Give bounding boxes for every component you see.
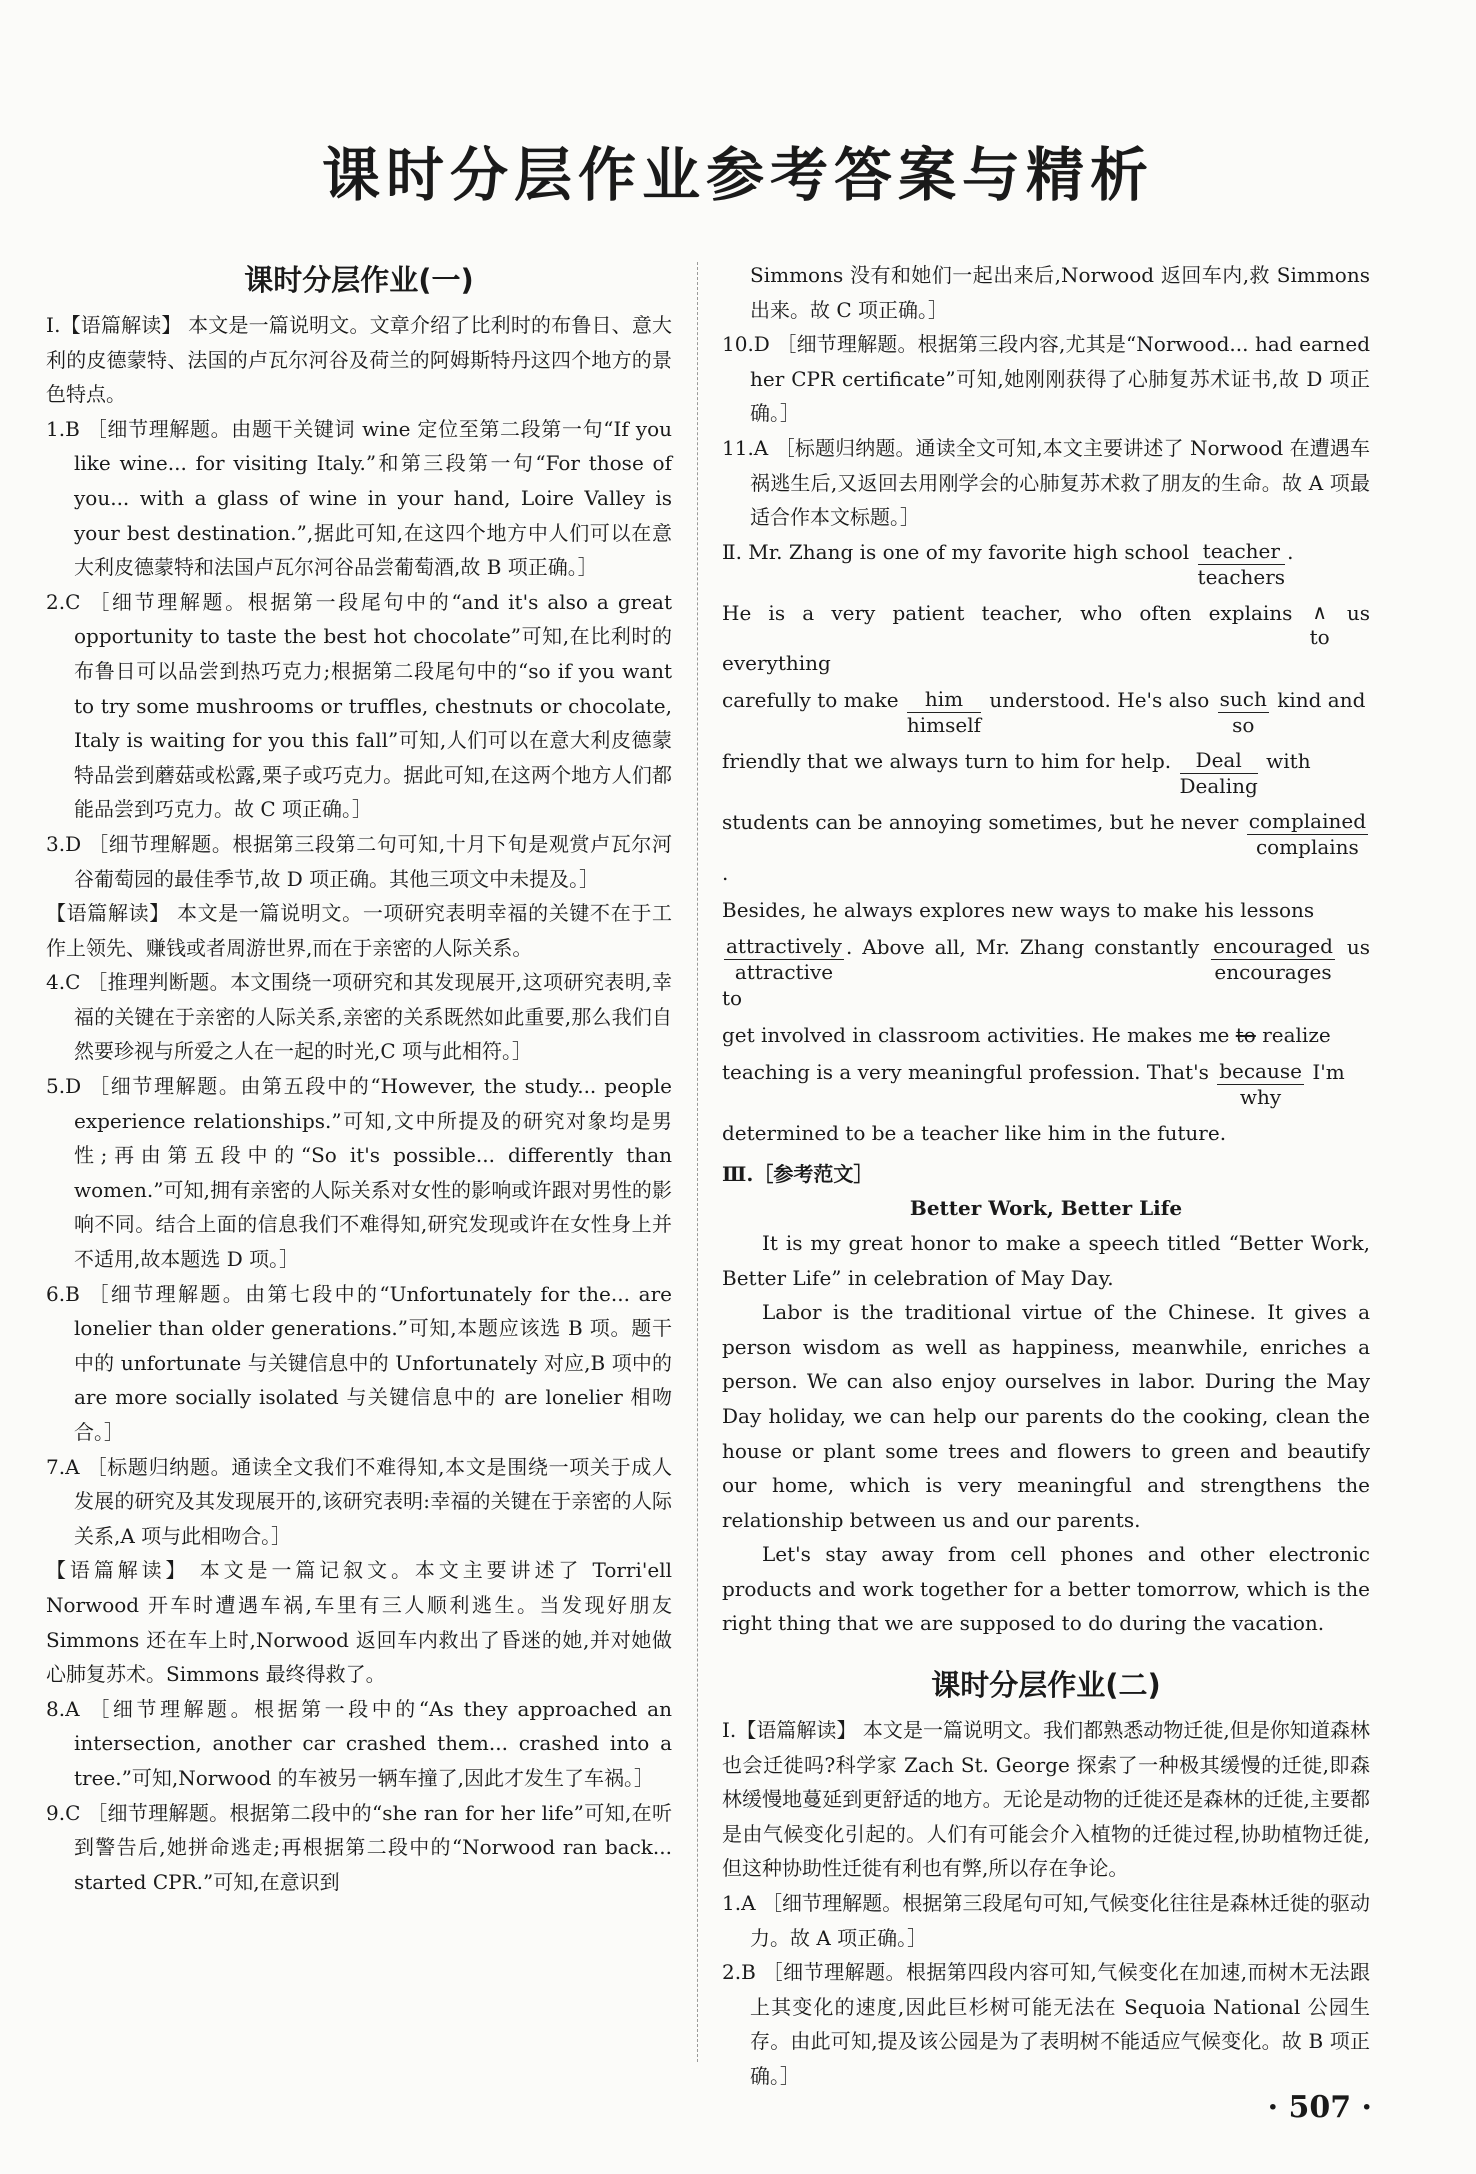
reading-summary-2: 【语篇解读】 本文是一篇说明文。一项研究表明幸福的关键不在于工作上领先、赚钱或者周游世界,而在于亲密的人际关系。 [46, 901, 672, 960]
correction-line-8: get involved in classroom activities. He makes me to realize [722, 1022, 1331, 1047]
essay-label: Ⅲ.［参考范文］ [722, 1161, 874, 1186]
correction-line-6: Besides, he always explores new ways to make his lessons [722, 897, 1315, 922]
page-number: · 507 · [1267, 2090, 1372, 2125]
page-title: 课时分层作业参考答案与精析 [321, 141, 1154, 209]
reading-summary-1: Ⅰ.【语篇解读】 本文是一篇说明文。文章介绍了比利时的布鲁日、意大利的皮德蒙特、法国的卢瓦尔河谷及荷兰的阿姆斯特丹这四个地方的景色特点。 [46, 313, 672, 407]
answer-7: 7.A ［标题归纳题。通读全文我们不难得知,本文是围绕一项关于成人发展的研究及其发现展开的,该研究表明:幸福的关键在于亲密的人际关系,A 项与此相吻合。］ [46, 1454, 672, 1548]
correction-mark: complained complains [1248, 808, 1366, 859]
correction-mark: such so [1219, 686, 1267, 737]
insert-caret: ∧ to [1309, 599, 1330, 649]
correction-mark: because why [1219, 1058, 1302, 1109]
correction-line-9: teaching is a very meaningful profession. That's because why I'm [722, 1058, 1345, 1109]
deleted-word: to [1235, 1022, 1256, 1047]
answer-9: 9.C ［细节理解题。根据第二段中的“she ran for her life”可知,在听到警告后,她拼命逃走;再根据第二段中的“Norwood ran back... started CPR.”可知,在意识到 [46, 1800, 672, 1894]
answer-5: 5.D ［细节理解题。由第五段中的“However, the study... people experience relationships.”可知,文中所提及的研究对象均是男性;再由第五段中的“So it's possible... differently than women.”可知,拥有亲密的人际关系对女性的影响或许跟对男性的影响不同。结合上面的信息我们不难得知,研究发现或许在女性身上并不适用,故本题选 D 项。］ [46, 1074, 672, 1272]
answer-10: 10.D ［细节理解题。根据第三段内容,尤其是“Norwood... had earned her CPR certificate”可知,她刚刚获得了心肺复苏术证书,故 D 项正确。］ [722, 332, 1370, 426]
correction-line-7: attractively attractive . Above all, Mr. Zhang constantly encouraged encourages us to [722, 933, 1371, 1010]
correction-mark: him himself [906, 686, 982, 737]
answer-4: 4.C ［推理判断题。本文围绕一项研究和其发现展开,这项研究表明,幸福的关键在于亲密的人际关系,亲密的关系既然如此重要,那么我们自然要珍视与所爱之人在一起的时光,C 项与此相符。］ [46, 970, 672, 1064]
reading-summary-4: Ⅰ.【语篇解读】 本文是一篇说明文。我们都熟悉动物迁徙,但是你知道森林也会迁徙吗?科学家 Zach St. George 探索了一种极其缓慢的迁徙,即森林缓慢地蔓延到更舒适的地方。无论是动物的迁徙还是森林的迁徙,主要都是由气候变化引起的。人们有可能会介入植物的迁徙过程,协助植物迁徙,但这种协助性迁徙有利也有弊,所以存在争论。 [722, 1718, 1370, 1881]
correction-line-4: friendly that we always turn to him for help. Deal Dealing with [722, 747, 1311, 798]
reading-summary-3: 【语篇解读】 本文是一篇记叙文。本文主要讲述了 Torri'ell Norwood 开车时遭遇车祸,车里有三人顺利逃生。当发现好朋友 Simmons 还在车上时,Norwood 返回车内救出了昏迷的她,并对她做心肺复苏术。Simmons 最终得救了。 [46, 1558, 672, 1687]
answer-2: 2.C ［细节理解题。根据第一段尾句中的“and it's also a great opportunity to taste the best hot chocolate”可知,在比利时的布鲁日可以品尝到热巧克力;根据第二段尾句中的“so if you want to try some mushrooms or truffles, chestnuts or chocolate, Italy is waiting for you this fall”可知,人们可以在意大利皮德蒙特品尝到蘑菇或松露,栗子或巧克力。据此可知,在这两个地方人们都能品尝到巧克力。故 C 项正确。］ [46, 589, 672, 822]
right-column [722, 258, 1370, 2094]
answer-s2-2: 2.B ［细节理解题。根据第四段内容可知,气候变化在加速,而树木无法跟上其变化的速度,因此巨杉树可能无法在 Sequoia National 公园生存。由此可知,提及该公园是为了表明树不能适应气候变化。故 B 项正确。］ [722, 1960, 1370, 2088]
correction-line-5: students can be annoying sometimes, but he never complained complains . [722, 809, 1370, 887]
correction-line-10: determined to be a teacher like him in the future. [722, 1120, 1227, 1145]
essay-paragraph-2: Labor is the traditional virtue of the Chinese. It gives a person wisdom as well as happiness, meanwhile, enriches a person. We can also enjoy ourselves in labor. During the May Day holiday, we can help our parents do the cooking, clean the house or plant some trees and flowers to green and beautify our home, which is very meaningful and strengthens the relationship between us and our parents. [722, 1300, 1370, 1532]
essay-paragraph-1: It is my great honor to make a speech titled “Better Work, Better Life” in celebration of May Day. [722, 1230, 1370, 1290]
section-title-2: 课时分层作业(二) [931, 1668, 1161, 1703]
answer-s2-1: 1.A ［细节理解题。根据第三段尾句可知,气候变化往往是森林迁徙的驱动力。故 A 项正确。］ [722, 1891, 1370, 1950]
answer-11: 11.A ［标题归纳题。通读全文可知,本文主要讲述了 Norwood 在遭遇车祸逃生后,又返回去用刚学会的心肺复苏术救了朋友的生命。故 A 项最适合作本文标题。］ [722, 435, 1370, 530]
answer-3: 3.D ［细节理解题。根据第三段第二句可知,十月下旬是观赏卢瓦尔河谷葡萄园的最佳季节,故 D 项正确。其他三项文中未提及。］ [46, 831, 672, 891]
essay-paragraph-3: Let's stay away from cell phones and other electronic products and work together for a better tomorrow, which is the right thing that we are supposed to do during the vacation. [722, 1542, 1370, 1636]
section-title-1: 课时分层作业(一) [244, 263, 474, 297]
correction-mark: encouraged encourages [1213, 933, 1333, 984]
left-column [46, 262, 672, 1899]
correction-mark: teacher teachers [1197, 538, 1286, 589]
correction-mark: Deal Dealing [1179, 747, 1258, 798]
correction-mark: attractively attractive [726, 933, 842, 984]
answer-1: 1.B ［细节理解题。由题干关键词 wine 定位至第二段第一句“If you like wine... for visiting Italy.”和第三段第一句“For those of you... with a glass of wine in your hand, Loire Valley is your best destination.”,据此可知,在这四个地方中人们可以在意大利皮德蒙特和法国卢瓦尔河谷品尝葡萄酒,故 B 项正确。］ [46, 416, 672, 580]
answer-9-continued: Simmons 没有和她们一起出来后,Norwood 返回车内,救 Simmons 出来。故 C 项正确。］ [750, 263, 1370, 322]
correction-line-3: carefully to make him himself understood. He's also such so kind and [722, 686, 1366, 737]
answer-8: 8.A ［细节理解题。根据第一段中的“As they approached an intersection, another car crashed them... crashed into a tree.”可知,Norwood 的车被另一辆车撞了,因此才发生了车祸。］ [46, 1696, 672, 1790]
correction-line-1: Ⅱ. Mr. Zhang is one of my favorite high school teacher teachers . [722, 538, 1294, 589]
answer-6: 6.B ［细节理解题。由第七段中的“Unfortunately for the... are lonelier than older generations.”可知,本题应该选 B 项。题干中的 unfortunate 与关键信息中的 Unfortunately 对应,B 项中的 are more socially isolated 与关键信息中的 are lonelier 相吻合。］ [46, 1281, 672, 1444]
correction-line-2: He is a very patient teacher, who often explains ∧ to us everything [722, 599, 1370, 675]
error-correction [722, 539, 1370, 1147]
essay-title: Better Work, Better Life [909, 1196, 1183, 1221]
column-divider [697, 262, 698, 2062]
